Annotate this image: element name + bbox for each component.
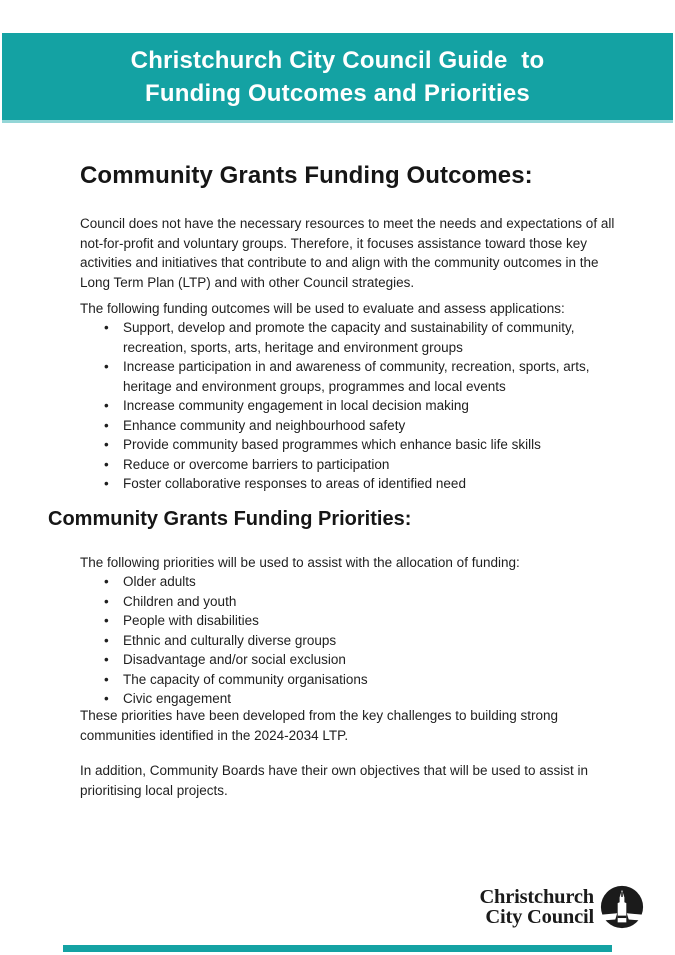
outcomes-intro-paragraph: Council does not have the necessary resources to meet the needs and expectations of all not-for-profit and voluntary groups. Therefore, it focuses assistance toward those key activities and initiatives that contribute to and align with the community outcomes in the Long Term Plan (LTP) and with other Council strategies. bbox=[80, 216, 615, 290]
bullet-item: • Disadvantage and/or social exclusion bbox=[123, 650, 615, 670]
priorities-addition-paragraph: In addition, Community Boards have their own objectives that will be used to assist in prioritising local projects. bbox=[80, 763, 589, 798]
christchurch-cathedral-logo-icon bbox=[599, 884, 645, 930]
bullet-item: • Enhance community and neighbourhood safety bbox=[123, 416, 615, 436]
priorities-bullet-list bbox=[123, 572, 615, 709]
banner-title-line1: Christchurch City Council Guide to bbox=[130, 46, 545, 74]
bullet-item: • Children and youth bbox=[123, 592, 615, 612]
bullet-item: • The capacity of community organisations bbox=[123, 670, 615, 690]
priorities-heading: Community Grants Funding Priorities: bbox=[48, 508, 412, 530]
council-logo-line2: City Council bbox=[485, 906, 594, 928]
council-logo bbox=[479, 884, 645, 930]
bullet-item: • Increase participation in and awareness of community, recreation, sports, arts, heritage and environment groups, programmes and local events bbox=[123, 357, 615, 396]
outcomes-bullet-list bbox=[123, 318, 615, 494]
bullet-item: • Ethnic and culturally diverse groups bbox=[123, 631, 615, 651]
banner-title-line2: Funding Outcomes and Priorities bbox=[145, 79, 530, 107]
outcomes-heading: Community Grants Funding Outcomes: bbox=[80, 162, 533, 189]
bullet-item: • Support, develop and promote the capacity and sustainability of community, recreation, sports, arts, heritage and environment groups bbox=[123, 318, 615, 357]
bullet-item: • People with disabilities bbox=[123, 611, 615, 631]
bullet-item: • Provide community based programmes which enhance basic life skills bbox=[123, 435, 615, 455]
bullet-item: • Older adults bbox=[123, 572, 615, 592]
priorities-list-intro: The following priorities will be used to assist with the allocation of funding: bbox=[80, 555, 520, 570]
priorities-developed-paragraph: These priorities have been developed from the key challenges to building strong communities identified in the 2024-2034 LTP. bbox=[80, 708, 559, 743]
outcomes-list-intro: The following funding outcomes will be used to evaluate and assess applications: bbox=[80, 301, 565, 316]
council-logo-line1: Christchurch bbox=[479, 886, 594, 908]
bullet-item: • Foster collaborative responses to areas of identified need bbox=[123, 474, 615, 494]
page-bottom-rule bbox=[63, 945, 612, 952]
bullet-item: • Increase community engagement in local decision making bbox=[123, 396, 615, 416]
header-banner bbox=[2, 33, 673, 123]
bullet-item: • Civic engagement bbox=[123, 689, 615, 709]
bullet-item: • Reduce or overcome barriers to participation bbox=[123, 455, 615, 475]
council-logo-text bbox=[479, 887, 594, 927]
